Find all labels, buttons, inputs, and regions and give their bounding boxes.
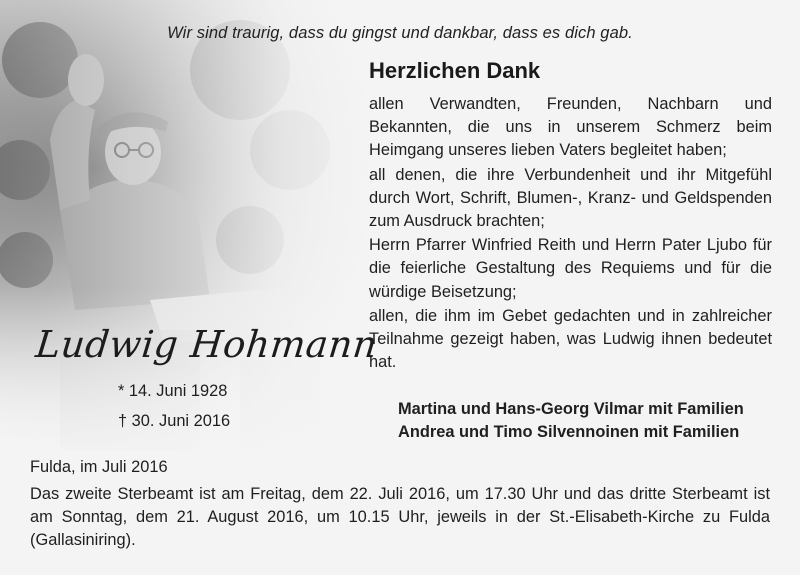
thanks-paragraph: all denen, die ihre Verbundenheit und ihr Mitgefühl durch Wort, Schrift, Blumen-, Kranz- und Geldspenden zum Ausdruck brachten;	[369, 165, 772, 231]
deceased-name: Ludwig Hohmann	[33, 323, 380, 366]
signer-line: Martina und Hans-Georg Vilmar mit Familien	[398, 400, 744, 418]
death-date: † 30. Juni 2016	[118, 412, 231, 430]
signer-line: Andrea und Timo Silvennoinen mit Familien	[398, 423, 740, 441]
service-announcement: Das zweite Sterbeamt ist am Freitag, dem 22. Juli 2016, um 17.30 Uhr und das dritte Sterbeamt ist am Sonntag, dem 21. August 2016, um 10.15 Uhr, jeweils in der St.-Elisabeth-Kirche zu Fulda (Gallasiniring).	[30, 485, 770, 550]
page-title: Herzlichen Dank	[369, 58, 541, 83]
thanks-paragraph: allen, die ihm im Gebet gedachten und in zahlreicher Teilnahme gezeigt haben, was Ludwig ihnen bedeutet hat.	[369, 306, 772, 372]
thanks-paragraph: allen Verwandten, Freunden, Nachbarn und Bekannten, die uns in unserem Schmerz beim Heimgang unseres lieben Vaters begleitet haben;	[369, 95, 772, 160]
signers	[398, 398, 744, 444]
motto: Wir sind traurig, dass du gingst und dankbar, dass es dich gab.	[167, 24, 633, 42]
thanks-text	[369, 93, 772, 375]
place-date: Fulda, im Juli 2016	[30, 458, 168, 476]
life-dates	[118, 376, 230, 436]
birth-date: * 14. Juni 1928	[118, 382, 228, 400]
thanks-paragraph: Herrn Pfarrer Winfried Reith und Herrn Pater Ljubo für die feierliche Gestaltung des Requiems und für die würdige Beisetzung;	[369, 236, 772, 301]
